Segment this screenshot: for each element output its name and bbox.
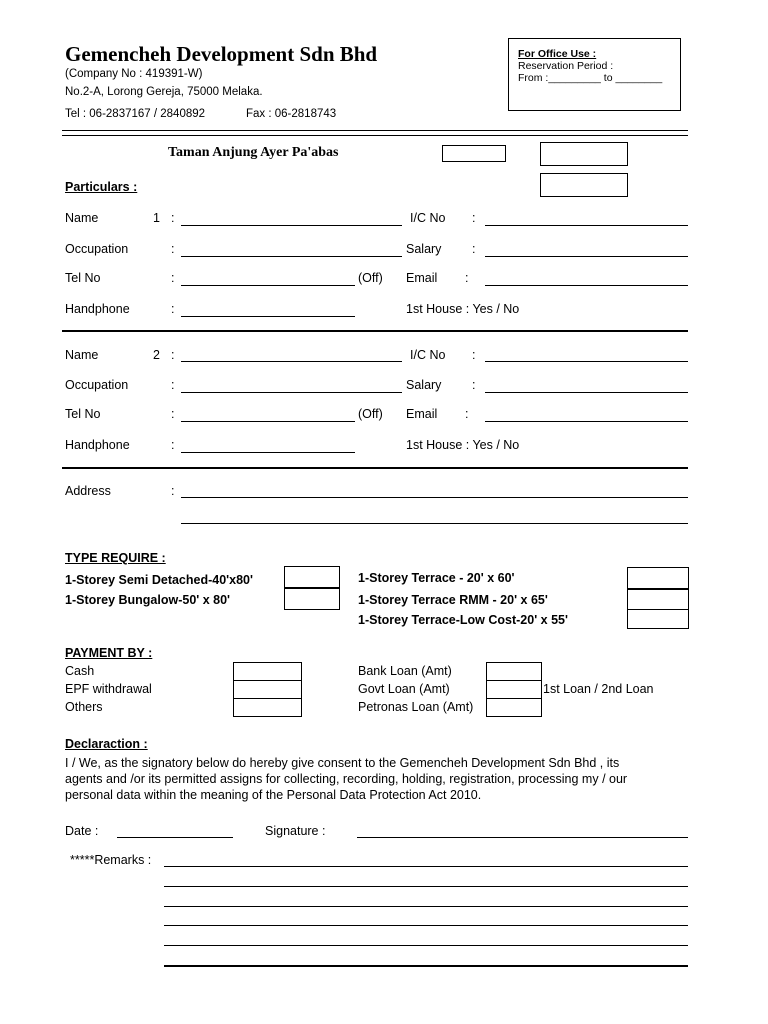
header-divider-bottom <box>62 135 688 136</box>
occupation-field-2[interactable] <box>181 392 402 393</box>
payment-heading: PAYMENT BY : <box>65 646 153 660</box>
ic-label-2: I/C No <box>410 348 446 362</box>
email-label-1: Email <box>406 271 438 285</box>
office-box-1[interactable] <box>540 142 628 166</box>
colon: : <box>171 302 175 316</box>
office-label-1: (Off) <box>358 271 383 285</box>
remarks-line-5[interactable] <box>164 945 688 946</box>
office-label-2: (Off) <box>358 407 383 421</box>
reservation-period: Reservation Period : <box>518 60 614 72</box>
company-number: (Company No : 419391-W) <box>65 68 203 80</box>
loan-order-option[interactable]: 1st Loan / 2nd Loan <box>543 682 654 696</box>
epf-box[interactable] <box>233 680 302 699</box>
name-field-2[interactable] <box>181 361 402 362</box>
tel-field-2[interactable] <box>181 421 355 422</box>
colon: : <box>171 378 175 392</box>
terrace-low-cost-checkbox[interactable] <box>627 609 689 629</box>
colon: : <box>171 242 175 256</box>
colon: : <box>171 211 175 225</box>
email-field-2[interactable] <box>485 421 688 422</box>
occupation-field-1[interactable] <box>181 256 402 257</box>
date-label: Date : <box>65 824 99 838</box>
occupation-label-2: Occupation <box>65 378 129 392</box>
project-title: Taman Anjung Ayer Pa'abas <box>168 145 339 160</box>
handphone-field-1[interactable] <box>181 316 355 317</box>
cash-box[interactable] <box>233 662 302 681</box>
remarks-line-6[interactable] <box>164 965 688 967</box>
colon: : <box>472 348 476 362</box>
colon: : <box>171 407 175 421</box>
terrace-label: 1-Storey Terrace - 20' x 60' <box>358 571 515 585</box>
office-box-2[interactable] <box>540 173 628 197</box>
handphone-label-1: Handphone <box>65 302 130 316</box>
applicant-number-1: 1 <box>153 211 160 225</box>
remarks-line-4[interactable] <box>164 925 688 926</box>
terrace-rmm-checkbox[interactable] <box>627 589 689 611</box>
epf-label: EPF withdrawal <box>65 682 152 696</box>
remarks-line-3[interactable] <box>164 906 688 907</box>
company-fax: Fax : 06-2818743 <box>246 108 337 120</box>
petronas-loan-label: Petronas Loan (Amt) <box>358 700 474 714</box>
first-house-option-2[interactable]: 1st House : Yes / No <box>406 438 520 452</box>
bungalow-checkbox[interactable] <box>284 588 340 610</box>
remarks-line-1[interactable] <box>164 866 688 867</box>
declaration-line-2: agents and /or its permitted assigns for collecting, recording, holding, registration, processing my / our <box>65 772 628 786</box>
colon: : <box>171 484 175 498</box>
tel-field-1[interactable] <box>181 285 355 286</box>
occupation-label-1: Occupation <box>65 242 129 256</box>
salary-field-1[interactable] <box>485 256 688 257</box>
semi-detached-checkbox[interactable] <box>284 566 340 588</box>
address-label: Address <box>65 484 111 498</box>
salary-field-2[interactable] <box>485 392 688 393</box>
colon: : <box>171 438 175 452</box>
declaration-line-1: I / We, as the signatory below do hereby give consent to the Gemencheh Development Sdn Bhd , its <box>65 756 620 770</box>
project-code-box[interactable] <box>442 145 506 162</box>
remarks-label: *****Remarks : <box>70 853 152 867</box>
ic-field-1[interactable] <box>485 225 688 226</box>
bungalow-label: 1-Storey Bungalow-50' x 80' <box>65 593 231 607</box>
applicant-number-2: 2 <box>153 348 160 362</box>
email-label-2: Email <box>406 407 438 421</box>
particulars-heading: Particulars : <box>65 180 138 194</box>
ic-field-2[interactable] <box>485 361 688 362</box>
tel-label-1: Tel No <box>65 271 101 285</box>
section-divider <box>62 330 688 332</box>
company-name: Gemencheh Development Sdn Bhd <box>65 42 378 66</box>
colon: : <box>472 211 476 225</box>
name-field-1[interactable] <box>181 225 402 226</box>
signature-label: Signature : <box>265 824 326 838</box>
govt-loan-label: Govt Loan (Amt) <box>358 682 450 696</box>
type-require-heading: TYPE REQUIRE : <box>65 551 166 565</box>
petronas-loan-box[interactable] <box>486 698 542 717</box>
semi-detached-label: 1-Storey Semi Detached-40'x80' <box>65 573 253 587</box>
others-label: Others <box>65 700 103 714</box>
first-house-option-1[interactable]: 1st House : Yes / No <box>406 302 520 316</box>
signature-field[interactable] <box>357 837 688 838</box>
address-field-line-1[interactable] <box>181 497 688 498</box>
colon: : <box>465 407 469 421</box>
salary-label-1: Salary <box>406 242 442 256</box>
date-field[interactable] <box>117 837 233 838</box>
address-field-line-2[interactable] <box>181 523 688 524</box>
name-label-2: Name <box>65 348 99 362</box>
cash-label: Cash <box>65 664 95 678</box>
handphone-label-2: Handphone <box>65 438 130 452</box>
tel-label-2: Tel No <box>65 407 101 421</box>
ic-label-1: I/C No <box>410 211 446 225</box>
name-label-1: Name <box>65 211 99 225</box>
declaration-line-3: personal data within the meaning of the Personal Data Protection Act 2010. <box>65 788 482 802</box>
remarks-line-2[interactable] <box>164 886 688 887</box>
header-divider-top <box>62 130 688 131</box>
reservation-from-to: From :_________ to ________ <box>518 72 663 84</box>
colon: : <box>472 242 476 256</box>
govt-loan-box[interactable] <box>486 680 542 699</box>
terrace-low-cost-label: 1-Storey Terrace-Low Cost-20' x 55' <box>358 613 568 627</box>
office-use-box <box>508 38 681 111</box>
colon: : <box>171 271 175 285</box>
colon: : <box>465 271 469 285</box>
section-divider <box>62 467 688 469</box>
company-address: No.2-A, Lorong Gereja, 75000 Melaka. <box>65 86 263 98</box>
bank-loan-box[interactable] <box>486 662 542 681</box>
colon: : <box>472 378 476 392</box>
office-use-title: For Office Use : <box>518 48 597 60</box>
colon: : <box>171 348 175 362</box>
company-tel: Tel : 06-2837167 / 2840892 <box>65 108 206 120</box>
others-box[interactable] <box>233 698 302 717</box>
bank-loan-label: Bank Loan (Amt) <box>358 664 452 678</box>
email-field-1[interactable] <box>485 285 688 286</box>
salary-label-2: Salary <box>406 378 442 392</box>
terrace-rmm-label: 1-Storey Terrace RMM - 20' x 65' <box>358 593 548 607</box>
declaration-heading: Declaraction : <box>65 737 148 751</box>
terrace-checkbox[interactable] <box>627 567 689 589</box>
handphone-field-2[interactable] <box>181 452 355 453</box>
